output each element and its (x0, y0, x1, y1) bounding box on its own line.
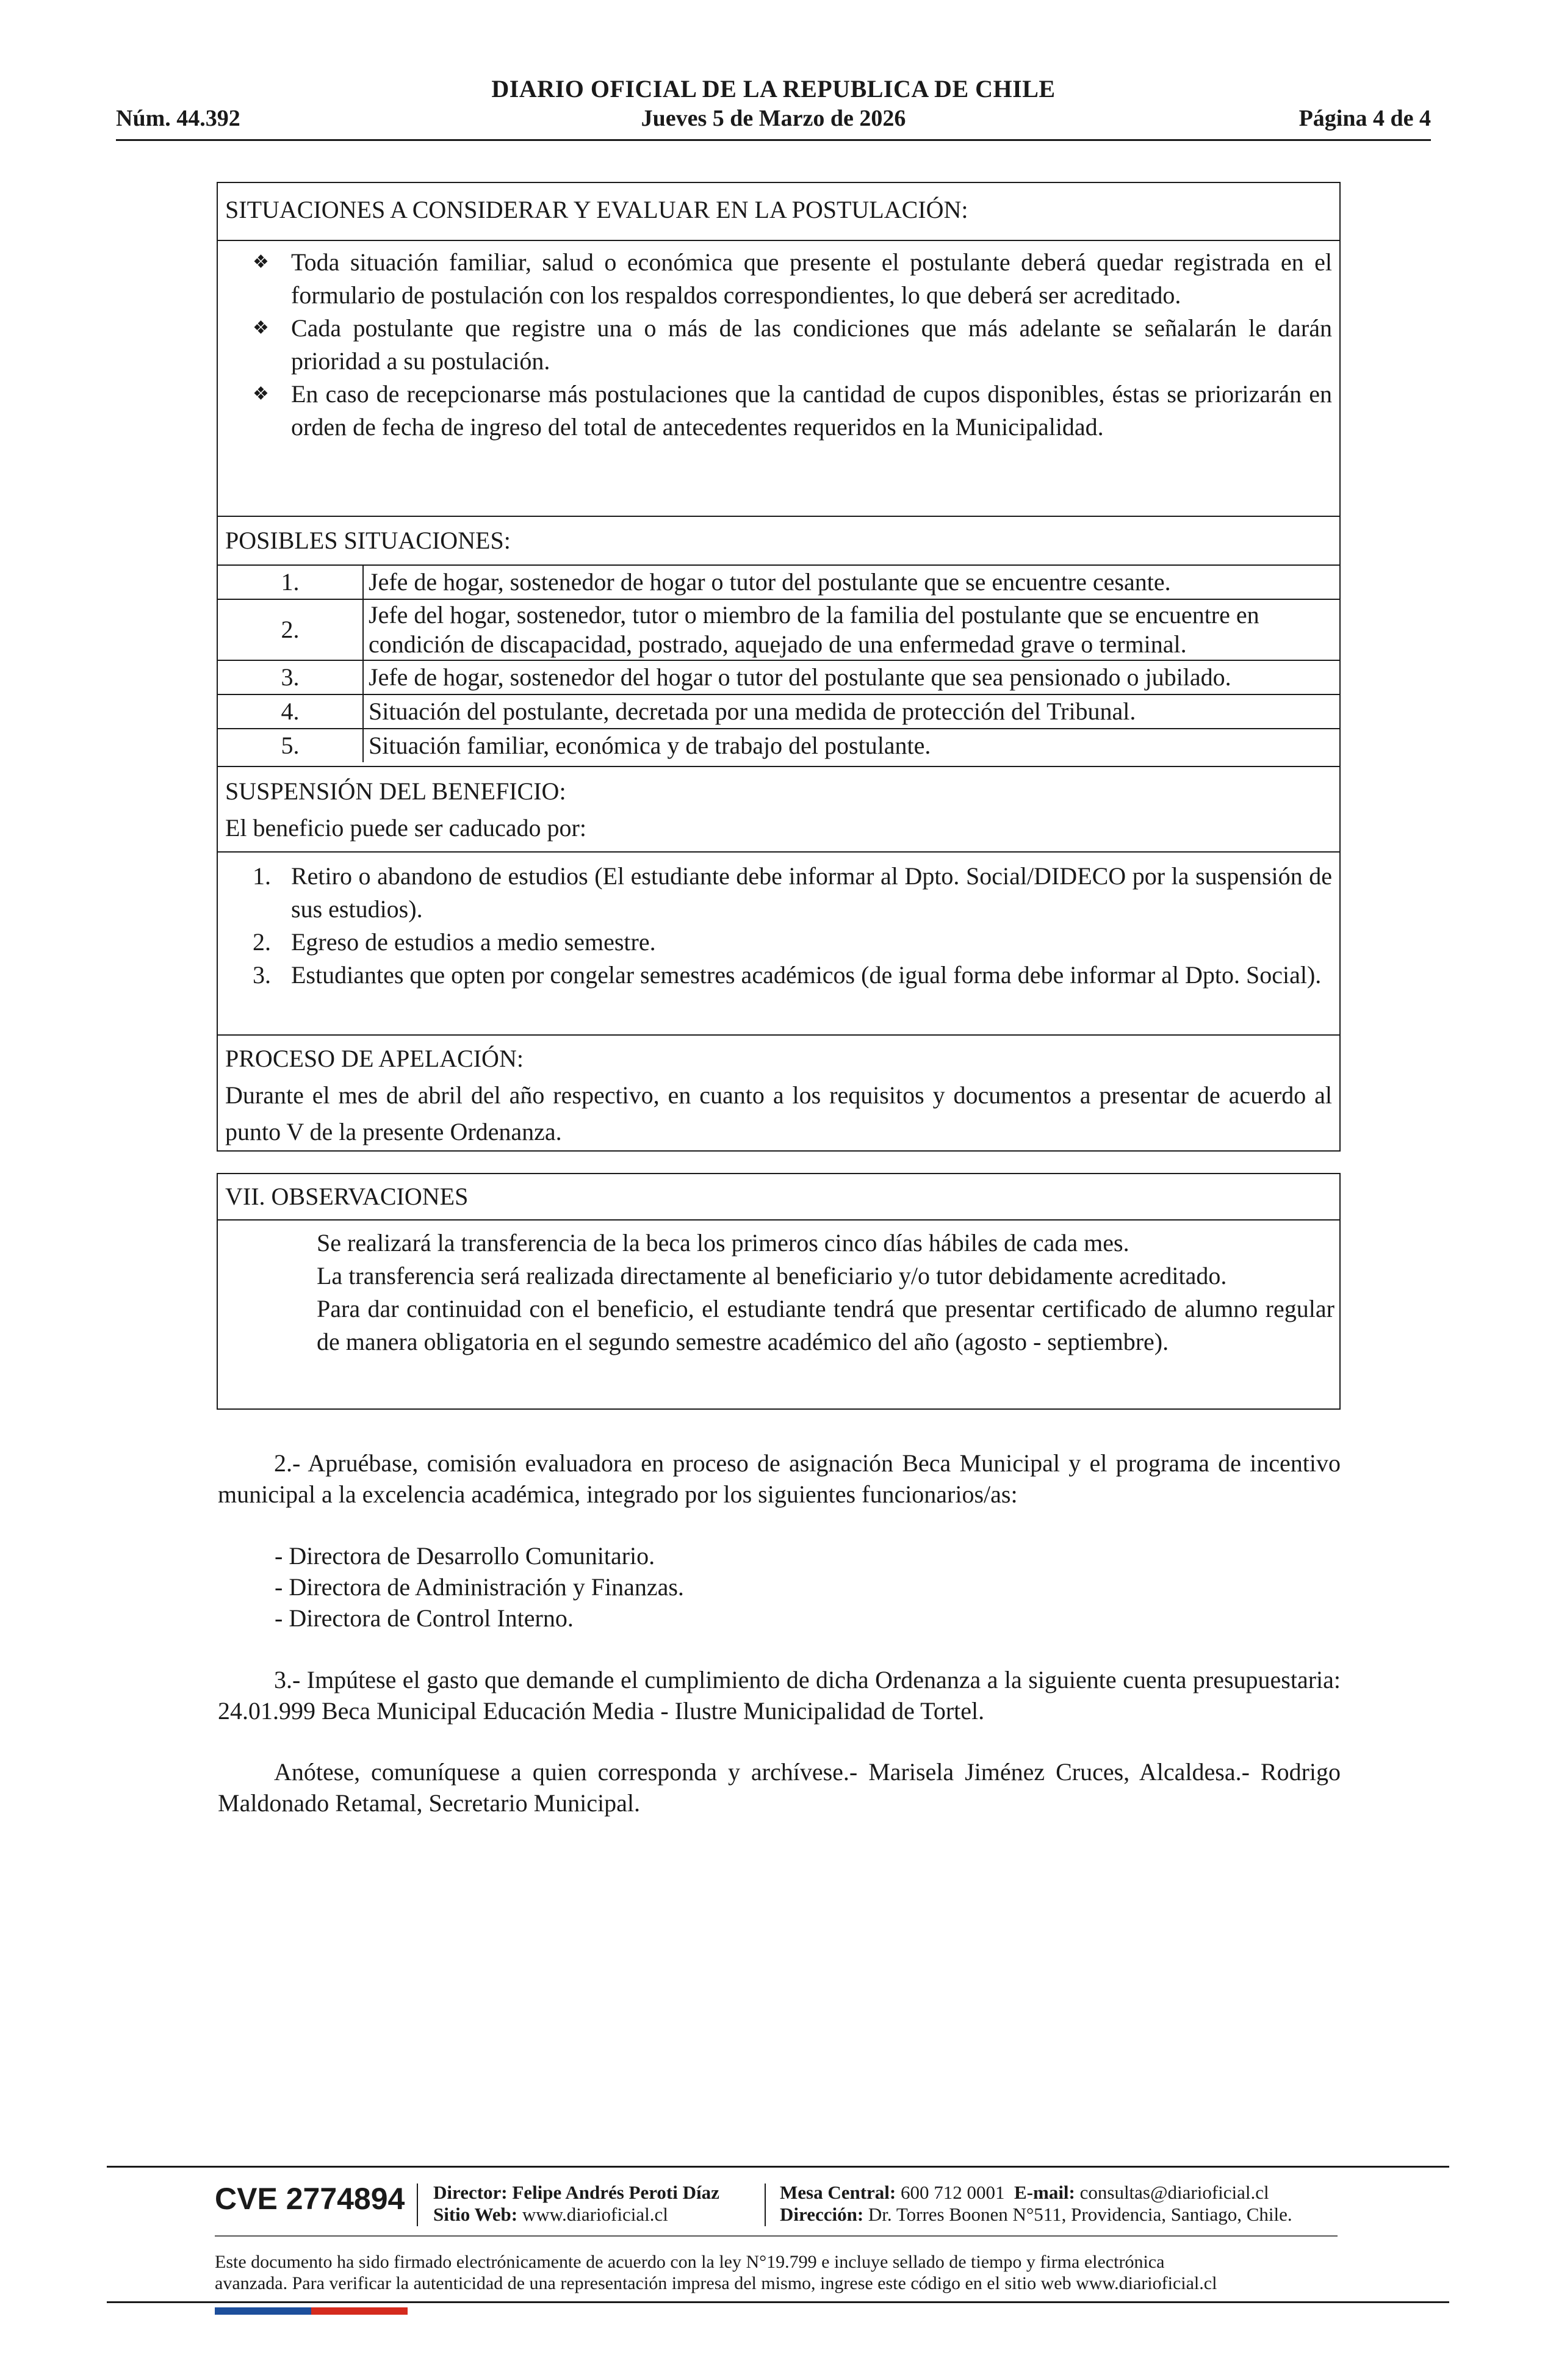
suspension-intro: El beneficio puede ser caducado por: (225, 814, 586, 842)
situaciones-heading: SITUACIONES A CONSIDERAR Y EVALUAR EN LA POSTULACIÓN: (218, 183, 1339, 241)
table-row: 3. Jefe de hogar, sostenedor del hogar o tutor del postulante que sea pensionado o jubilado. (218, 660, 1339, 694)
flag-bar-blue (215, 2307, 311, 2315)
signature-notice: Este documento ha sido firmado electrónicamente de acuerdo con la ley N°19.799 e incluye sellado de tiempo y firma electrónica avanzada. Para verificar la autenticidad de una representación impresa del mismo, ingrese este código en el sitio web www.diarioficial.cl (215, 2252, 1217, 2293)
cve-code: CVE 2774894 (215, 2182, 405, 2216)
footer-mid-rule (215, 2235, 1338, 2237)
footer-divider (765, 2183, 766, 2226)
page-number: Página 4 de 4 (1298, 106, 1431, 131)
observaciones-body (218, 1221, 1339, 1408)
observacion-line: La transferencia será realizada directamente al beneficiario y/o tutor debidamente acreditado. (317, 1262, 1227, 1289)
footer-director-block: Director: Felipe Andrés Peroti Díaz Sitio Web: www.diarioficial.cl (433, 2182, 719, 2225)
publication-title: DIARIO OFICIAL DE LA REPUBLICA DE CHILE (491, 75, 1056, 103)
criteria-table (217, 182, 1341, 1152)
list-item: ❖ En caso de recepcionarse más postulaciones que la cantidad de cupos disponibles, éstas se priorizarán en orden de fecha de ingreso del total de antecedentes requeridos en la Municipalidad. (225, 378, 1332, 444)
situaciones-bullets (218, 241, 1339, 517)
list-item: - Directora de Control Interno. (275, 1604, 574, 1632)
posibles-heading: POSIBLES SITUACIONES: (218, 517, 1339, 566)
table-row: 1. Jefe de hogar, sostenedor de hogar o tutor del postulante que se encuentre cesante. (218, 566, 1339, 599)
email-link[interactable]: consultas@diarioficial.cl (1079, 2182, 1269, 2203)
page-header (116, 74, 1431, 145)
flag-bar-red (311, 2307, 408, 2315)
suspension-header (218, 767, 1339, 853)
observaciones-box (217, 1173, 1341, 1410)
address: Dr. Torres Boonen N°511, Providencia, Santiago, Chile. (868, 2204, 1292, 2225)
list-item: 1. Retiro o abandono de estudios (El estudiante debe informar al Dpto. Social/DIDECO por la suspensión de sus estudios). (253, 862, 1332, 923)
observaciones-heading: VII. OBSERVACIONES (218, 1174, 1339, 1221)
issue-date: Jueves 5 de Marzo de 2026 (641, 106, 906, 131)
diamond-bullet-icon: ❖ (253, 252, 269, 272)
suspension-heading: SUSPENSIÓN DEL BENEFICIO: (225, 777, 566, 805)
footer-divider (417, 2183, 418, 2226)
list-item: 3. Estudiantes que opten por congelar semestres académicos (de igual forma debe informar al Dpto. Social). (253, 961, 1322, 989)
footer-contact-block: Mesa Central: 600 712 0001 E-mail: consultas@diarioficial.cl Dirección: Dr. Torres Boonen N°511, Providencia, Santiago, Chile. (780, 2182, 1292, 2225)
paragraph-3: 3.- Impútese el gasto que demande el cumplimiento de dicha Ordenanza a la siguiente cuenta presupuestaria: 24.01.999 Beca Municipal Educación Media - Ilustre Municipalidad de Tortel. (218, 1666, 1341, 1725)
apelacion-text: Durante el mes de abril del año respectivo, en cuanto a los requisitos y documentos a presentar de acuerdo al punto V de la presente Ordenanza. (225, 1081, 1332, 1145)
paragraph-4: Anótese, comuníquese a quien corresponda y archívese.- Marisela Jiménez Cruces, Alcaldesa.- Rodrigo Maldonado Retamal, Secretario Municipal. (218, 1758, 1341, 1817)
table-row: 5. Situación familiar, económica y de trabajo del postulante. (218, 729, 1339, 762)
footer-bottom-rule (107, 2301, 1449, 2303)
list-item: - Directora de Administración y Finanzas. (275, 1573, 684, 1601)
observacion-line: Para dar continuidad con el beneficio, el estudiante tendrá que presentar certificado de alumno regular de manera obligatoria en el segundo semestre académico del año (agosto - septiembre). (317, 1295, 1334, 1355)
diamond-bullet-icon: ❖ (253, 318, 269, 338)
suspension-list (218, 853, 1339, 1036)
table-row: 2. Jefe del hogar, sostenedor, tutor o miembro de la familia del postulante que se encuentre en condición de discapacidad, postrado, aquejado de una enfermedad grave o terminal. (218, 599, 1339, 660)
issue-number: Núm. 44.392 (116, 106, 240, 131)
apelacion-section (218, 1036, 1339, 1150)
director-name: Felipe Andrés Peroti Díaz (512, 2182, 719, 2203)
commission-list (275, 1540, 1312, 1634)
list-item: 2. Egreso de estudios a medio semestre. (253, 928, 656, 956)
observacion-line: Se realizará la transferencia de la beca los primeros cinco días hábiles de cada mes. (317, 1229, 1129, 1257)
footer-top-rule (107, 2166, 1449, 2168)
diamond-bullet-icon: ❖ (253, 384, 269, 404)
posibles-table (218, 566, 1339, 767)
table-row: 4. Situación del postulante, decretada por una medida de protección del Tribunal. (218, 694, 1339, 729)
phone-number: 600 712 0001 (901, 2182, 1005, 2203)
list-item: - Directora de Desarrollo Comunitario. (275, 1542, 655, 1570)
paragraph-2: 2.- Apruébase, comisión evaluadora en proceso de asignación Beca Municipal y el programa de incentivo municipal a la excelencia académica, integrado por los siguientes funcionarios/as: (218, 1449, 1341, 1508)
list-item: ❖ Cada postulante que registre una o más de las condiciones que más adelante se señalarán le darán prioridad a su postulación. (225, 312, 1332, 378)
header-rule (116, 139, 1431, 141)
apelacion-heading: PROCESO DE APELACIÓN: (225, 1045, 524, 1072)
website-link[interactable]: www.diarioficial.cl (522, 2204, 668, 2225)
list-item: ❖ Toda situación familiar, salud o económica que presente el postulante deberá quedar registrada en el formulario de postulación con los respaldos correspondientes, lo que deberá ser acreditado. (225, 246, 1332, 312)
